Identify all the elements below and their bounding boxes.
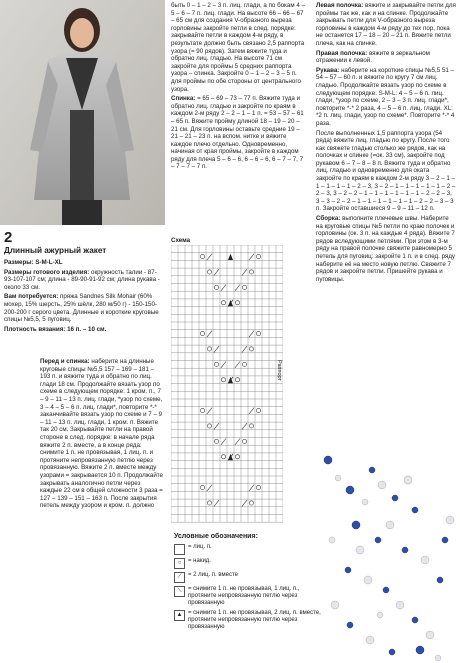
yarn-over-mark — [200, 485, 204, 489]
column-left — [4, 259, 164, 335]
sleeve-label: Рукава: — [316, 66, 340, 74]
decrease-mark — [235, 285, 240, 291]
decrease-mark — [249, 254, 254, 260]
left-shelf-label: Левая полочка: — [316, 2, 364, 9]
decrease-mark — [242, 269, 247, 275]
yarn-over-mark — [242, 362, 246, 366]
decrease-mark — [207, 408, 212, 414]
bead-icon — [402, 547, 408, 553]
bead-icon — [421, 556, 429, 564]
pattern-number: 2 — [4, 229, 13, 246]
back-paragraph — [171, 95, 308, 171]
bead-icon — [446, 516, 454, 524]
bead-icon — [375, 537, 381, 543]
bead-icon — [362, 499, 368, 505]
decrease-mark — [207, 485, 212, 491]
decrease-mark — [242, 500, 247, 506]
yarn-over-mark — [256, 485, 260, 489]
yarn-over-mark — [207, 501, 211, 505]
decrease-mark — [249, 485, 254, 491]
bead-icon — [437, 577, 443, 583]
sleeve-paragraph — [316, 67, 456, 128]
legend-text: = снимите 1 п. не провязывая, 1 лиц. п., протяните непровязанную петлю через провязанную — [188, 586, 300, 606]
yarn-over-mark — [214, 362, 218, 366]
decrease-mark — [242, 346, 247, 352]
knitting-chart — [171, 245, 283, 530]
legend — [174, 533, 324, 634]
legend-item — [174, 586, 324, 607]
yarn-over-mark — [256, 331, 260, 335]
column-right — [316, 2, 456, 285]
pattern-title: Длинный ажурный жакет — [4, 246, 107, 255]
sleeve-paragraph-2: После выполненных 1,5 раппорта узора (54 ряда) вяжите лиц. гладью по кругу. После того как свяжете гладью столько же рядов, как на полочках и спинке (=ок. 33 см), закройте под рукавом 6 – 7 – 8 – 8 п. Вяжите туда и обратно лиц. гладью и одновременно для оката закройте по краям в каждом 2-м ряду 3 – 2 – 1 – 1 – 1 – 1 – 1 – 2 – 3, 3 – 2 – 1 – 1 – 1 – 1 – 1 – 2 – 2 – 3, 3 – 2 – 2 – 1 – 1 – 1 – 1 – 1 – 1 – 2 – 2 – 3, 3 – 3 – 2 – 2 – 1 – 1 – 1 – 1 – 1 – 1 – 2 – 2 – 3 – 3 п. Закройте оставшиеся 9 – 9 – 11 – 12 п. — [316, 129, 456, 213]
column-left-lower — [40, 358, 164, 512]
yarn-over-mark — [249, 424, 253, 428]
back-front-label: Перед и спинка: — [40, 358, 90, 365]
bead-icon — [331, 601, 339, 609]
bead-icon — [324, 456, 332, 464]
assembly-text: выполните плечевые швы. Наберите на круговые спицы №5 петли по краю полочек и горловины (ок. 3 п. на каждые 4 ряда). Вяжите 7 рядов вследующими петлями. При этом в 3-м ряду на правой полочке свяжите равномерно 5 петель для пуговиц: закройте 1 п. и в след. ряду наберите её на место новую петлю. Свяжите 7 рядов и закройте петли. Пришейте рукава и пуговицы. — [316, 215, 456, 283]
ssk-icon: ⟍ — [174, 586, 185, 597]
legend-text: = лиц. п. — [188, 544, 212, 550]
yarn-over-mark — [207, 347, 211, 351]
decrease-mark — [214, 346, 219, 352]
bead-icon — [364, 576, 372, 584]
dimensions-paragraph — [4, 269, 164, 292]
assembly-paragraph — [316, 215, 456, 283]
materials-paragraph — [4, 293, 164, 323]
rapport-label: Раппорт — [276, 360, 282, 382]
yarn-over-mark — [235, 301, 239, 305]
decrease-mark — [207, 254, 212, 260]
decrease-mark — [235, 439, 240, 445]
sizes-line: Размеры: S-M-L-XL — [4, 259, 63, 266]
yarn-over-mark — [221, 301, 225, 305]
yarn-over-mark — [242, 285, 246, 289]
materials-text: пряжа Sandnes Silk Mohair (60% мохер, 15% шерсть, 25% шёлк, 280 м/50 г) - 150-150-200-200 г серого цвета. Длинные и короткие круговые спицы №5,5, 5 пуговиц. — [4, 293, 159, 324]
decrease-mark — [249, 331, 254, 337]
yarn-over-mark — [235, 455, 239, 459]
bead-icon — [369, 467, 375, 473]
bead-icon — [378, 481, 386, 489]
decorative-beads — [320, 430, 460, 663]
yarn-over-mark — [214, 285, 218, 289]
decrease-mark — [214, 269, 219, 275]
decrease-mark — [221, 439, 226, 445]
yarn-over-mark — [221, 378, 225, 382]
assembly-label: Сборка: — [316, 215, 341, 223]
bead-icon — [435, 655, 441, 661]
bead-icon — [366, 636, 374, 644]
bead-icon — [442, 537, 448, 543]
yarn-over-mark — [207, 424, 211, 428]
bead-icon — [345, 567, 351, 573]
column-middle — [171, 2, 308, 173]
bead-icon — [426, 631, 434, 639]
yarn-over-mark — [249, 347, 253, 351]
legend-text: = 2 лиц. п. вместе — [188, 572, 238, 578]
yarn-over-mark — [207, 270, 211, 274]
yarn-over-mark — [249, 501, 253, 505]
model-photo — [0, 0, 165, 225]
knit-stitch-icon — [174, 544, 185, 555]
bead-icon — [346, 486, 354, 494]
double-decrease-icon: ▲ — [174, 610, 185, 621]
yarn-over-mark — [249, 270, 253, 274]
yarn-over-mark — [256, 254, 260, 258]
k2tog-icon: ⟋ — [174, 572, 185, 583]
decrease-mark — [214, 423, 219, 429]
back-front-text: наберите на длинные круговые спицы №5,5 157 – 169 – 181 – 193 п. и вяжите туда и обратно по лиц. глади 18 см. Продолжайте вязать узор по схеме в следующем порядке: 1 кром. п., 7 – 9 – 11 – 13 п. лиц. глади, *узор по схеме, 3 – 4 – 5 – 6 п. лиц. глади*, повторите *-* заканчивайте вязать узор по схеме и 7 – 9 – 11 – 13 п. лиц. глади, 1 кром. п. Вяжите так 20 см. Закрывайте петли на правой стороне в след. порядке: в начале ряда вяжите 2 п. вместе, а в конце ряда: снимите 1 п. не провязывая, 1 лиц. п. и протяните непровязанную петлю через провязанную. Вяжите 2 п. вместе между узорами = закрывается 10 п. Продолжайте закрывать аналогично петли через каждые 22 см в общей сложности 3 раза = 127 – 139 – 151 – 163 п. После закрытия петель между узором и кром. п. должно — [40, 358, 163, 510]
bead-icon — [392, 495, 398, 501]
bead-icon — [412, 617, 418, 623]
legend-item — [174, 610, 324, 631]
yarn-over-icon: ○ — [174, 558, 185, 569]
back-text: = 65 – 69 – 73 – 77 п. Вяжите туда и обратно лиц. гладью и закройте по краям в каждом 2-м ряду 2 – 2 – 1 – 1 п. = 53 – 57 – 61 – 65 п. Вяжите пройму длиной 18 – 19 – 20 – 21 см. Для горловины оставьте средние 19 – 21 – 21 – 23 п. на вспом. нитке и вяжите каждое плечо отдельно. Одновременно, начиная от края проймы, закройте в каждом ряду для плеча 5 – 6 – 6, 6 – 6 – 6, 6 – 7 – 7, 7 – 7 – 7 – 7 п. — [171, 95, 304, 171]
bead-icon — [356, 546, 364, 554]
bead-icon — [347, 622, 353, 628]
right-shelf-text: вяжите в зеркальном отражении к левой. — [316, 49, 430, 65]
decrease-mark — [214, 500, 219, 506]
bead-icon — [352, 521, 360, 529]
bead-icon — [389, 649, 395, 655]
yarn-over-mark — [200, 408, 204, 412]
bead-icon — [386, 521, 394, 529]
legend-item — [174, 558, 324, 569]
dimensions-text: окружность талии - 87-93-107-107 см; длина - 89-90-91-92 см; длина рукава - около 33 см. — [4, 268, 160, 291]
legend-text: = снимите 1 п. не провязывая, 2 лиц. п. вместе, протяните непровязанную петлю через провязанную — [188, 610, 321, 630]
yarn-over-mark — [242, 439, 246, 443]
decrease-mark — [242, 423, 247, 429]
bead-icon — [416, 646, 424, 654]
decrease-mark — [221, 285, 226, 291]
decrease-mark — [235, 362, 240, 368]
density-line: Плотность вязания: 16 п. – 10 см. — [4, 325, 107, 333]
legend-text: = накид. — [188, 558, 211, 564]
right-shelf-paragraph — [316, 50, 456, 65]
back-label: Спинка: — [171, 95, 196, 103]
decrease-mark — [207, 331, 212, 337]
left-shelf-text: вяжите и закрывайте петли для проймы так же, как и на спинке. Продолжайте закрывать петли для V-образного выреза горловины в каждом 4-м ряду до тех пор, пока не останется 17 – 18 – 20 – 21 п. Вяжите петли плеча, как на спинке. — [316, 2, 456, 47]
bead-icon — [383, 587, 389, 593]
legend-title: Условные обозначения: — [174, 533, 258, 540]
dimensions-label: Размеры готового изделия: — [4, 268, 90, 276]
yarn-over-mark — [200, 331, 204, 335]
double-decrease-mark — [228, 254, 233, 260]
back-front-paragraph — [40, 358, 164, 510]
yarn-over-mark — [221, 455, 225, 459]
bead-icon — [377, 612, 383, 618]
materials-label: Вам потребуется: — [4, 293, 59, 301]
bead-icon — [396, 601, 404, 609]
bead-icon — [335, 475, 341, 481]
decrease-mark — [221, 362, 226, 368]
decrease-mark — [249, 408, 254, 414]
yarn-over-mark — [214, 439, 218, 443]
yarn-over-mark — [235, 378, 239, 382]
legend-item — [174, 544, 324, 555]
left-shelf-paragraph — [316, 2, 456, 48]
yarn-over-mark — [200, 254, 204, 258]
yarn-over-mark — [256, 408, 260, 412]
bead-icon — [404, 476, 412, 484]
bead-icon — [329, 537, 335, 543]
right-shelf-label: Правая полочка: — [316, 49, 368, 57]
bead-icon — [412, 507, 418, 513]
sleeve-text: наберите на короткие спицы №5,5 51 – 54 – 57 – 60 п. и вяжите по кругу 7 см лиц. гладью. Продолжайте вязать узор по схеме в следующем порядке: S-M-L: 4 – 5 – 6 п. лиц. глади, *узор по схеме, 2 – 3 – 3 п. лиц. глади*, повторите *-* 2 раза, 4 – 5 – 6 п. лиц. глади. XL: *2 п. лиц. глади, узор по схеме*. Повторите *-* 4 раза. — [316, 66, 455, 127]
chart-title: Схема — [171, 237, 191, 244]
legend-item — [174, 572, 324, 583]
col2-paragraph: быть 0 – 1 – 2 – 3 п. лиц. глади, а по бокам 4 – 5 – 6 – 7 п. лиц. глади. На высоте 66 – 66 – 67 – 65 см для создания V-образного выреза горловины закройте петли в след. порядке: закрывайте петли в каждом 4-м ряду, в результате должно быть связано 2,5 раппорта узора (= 90 рядов). Затем вяжите туда и обратно лиц. гладью. На высоте 71 см закройте для проймы 5 средних раппорта узора – спинка. Закройте 0 – 1 – 2 – 3 – 5 п. для проймы по обе стороны от центрального узора. — [171, 2, 305, 93]
